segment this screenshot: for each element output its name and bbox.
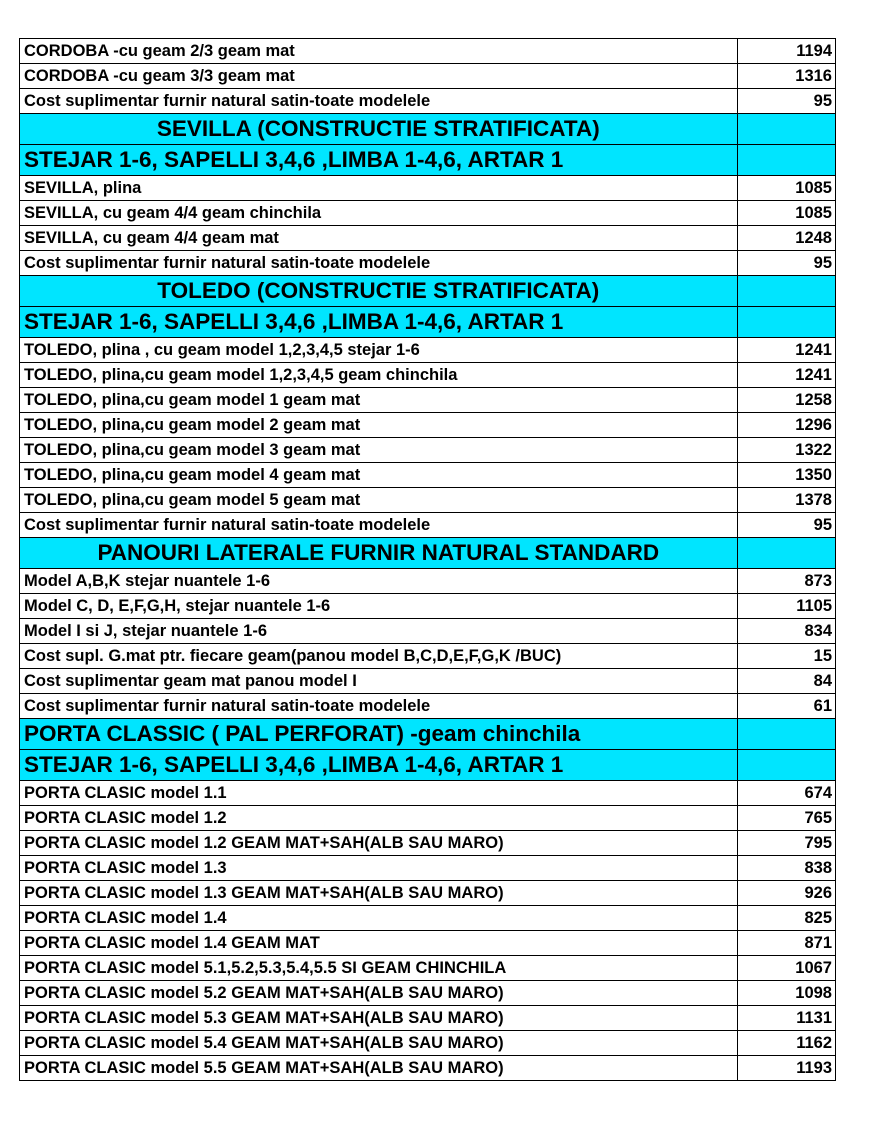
product-price: 1322 [737, 438, 835, 463]
section-header-label: STEJAR 1-6, SAPELLI 3,4,6 ,LIMBA 1-4,6, ARTAR 1 [20, 750, 738, 781]
section-header-label: PORTA CLASSIC ( PAL PERFORAT) -geam chinchila [20, 719, 738, 750]
product-price: 1105 [737, 594, 835, 619]
product-label: TOLEDO, plina , cu geam model 1,2,3,4,5 stejar 1-6 [20, 338, 738, 363]
section-header-row [20, 538, 836, 569]
product-label: PORTA CLASIC model 5.4 GEAM MAT+SAH(ALB SAU MARO) [20, 1031, 738, 1056]
product-price: 1131 [737, 1006, 835, 1031]
product-price: 834 [737, 619, 835, 644]
price-row [20, 1031, 836, 1056]
product-label: TOLEDO, plina,cu geam model 2 geam mat [20, 413, 738, 438]
price-row [20, 594, 836, 619]
price-row [20, 363, 836, 388]
product-price: 1350 [737, 463, 835, 488]
price-row [20, 856, 836, 881]
product-price: 1241 [737, 338, 835, 363]
product-label: PORTA CLASIC model 1.3 GEAM MAT+SAH(ALB SAU MARO) [20, 881, 738, 906]
product-label: Cost suplimentar furnir natural satin-toate modelele [20, 251, 738, 276]
price-row [20, 694, 836, 719]
product-price: 95 [737, 513, 835, 538]
price-row [20, 39, 836, 64]
product-label: PORTA CLASIC model 5.5 GEAM MAT+SAH(ALB SAU MARO) [20, 1056, 738, 1081]
price-row [20, 413, 836, 438]
price-row [20, 569, 836, 594]
price-row [20, 463, 836, 488]
product-price: 1316 [737, 64, 835, 89]
product-label: TOLEDO, plina,cu geam model 3 geam mat [20, 438, 738, 463]
section-header-spacer [737, 307, 835, 338]
price-row [20, 1056, 836, 1081]
price-row [20, 1006, 836, 1031]
section-header-label: SEVILLA (CONSTRUCTIE STRATIFICATA) [20, 114, 738, 145]
price-row [20, 513, 836, 538]
price-row [20, 201, 836, 226]
product-price: 95 [737, 89, 835, 114]
product-label: SEVILLA, cu geam 4/4 geam chinchila [20, 201, 738, 226]
product-price: 1296 [737, 413, 835, 438]
product-price: 765 [737, 806, 835, 831]
product-price: 15 [737, 644, 835, 669]
section-header-spacer [737, 719, 835, 750]
section-header-spacer [737, 145, 835, 176]
section-header-row [20, 114, 836, 145]
price-row [20, 438, 836, 463]
price-row [20, 226, 836, 251]
product-label: Model I si J, stejar nuantele 1-6 [20, 619, 738, 644]
price-row [20, 338, 836, 363]
section-header-spacer [737, 538, 835, 569]
section-header-spacer [737, 276, 835, 307]
product-label: PORTA CLASIC model 1.4 [20, 906, 738, 931]
price-row [20, 931, 836, 956]
product-price: 838 [737, 856, 835, 881]
price-row [20, 89, 836, 114]
product-price: 1241 [737, 363, 835, 388]
product-label: Model C, D, E,F,G,H, stejar nuantele 1-6 [20, 594, 738, 619]
section-header-spacer [737, 750, 835, 781]
product-label: Model A,B,K stejar nuantele 1-6 [20, 569, 738, 594]
product-price: 1258 [737, 388, 835, 413]
price-row [20, 619, 836, 644]
product-label: PORTA CLASIC model 5.1,5.2,5.3,5.4,5.5 SI GEAM CHINCHILA [20, 956, 738, 981]
product-label: CORDOBA -cu geam 3/3 geam mat [20, 64, 738, 89]
product-price: 674 [737, 781, 835, 806]
price-row [20, 831, 836, 856]
product-label: Cost supl. G.mat ptr. fiecare geam(panou model B,C,D,E,F,G,K /BUC) [20, 644, 738, 669]
product-label: TOLEDO, plina,cu geam model 4 geam mat [20, 463, 738, 488]
product-price: 1085 [737, 201, 835, 226]
price-row [20, 251, 836, 276]
product-label: TOLEDO, plina,cu geam model 1,2,3,4,5 geam chinchila [20, 363, 738, 388]
price-row [20, 806, 836, 831]
section-header-label: TOLEDO (CONSTRUCTIE STRATIFICATA) [20, 276, 738, 307]
price-row [20, 64, 836, 89]
price-row [20, 669, 836, 694]
product-price: 871 [737, 931, 835, 956]
section-header-row [20, 307, 836, 338]
product-label: PORTA CLASIC model 1.2 GEAM MAT+SAH(ALB SAU MARO) [20, 831, 738, 856]
section-header-row [20, 719, 836, 750]
product-label: TOLEDO, plina,cu geam model 5 geam mat [20, 488, 738, 513]
product-label: CORDOBA -cu geam 2/3 geam mat [20, 39, 738, 64]
product-label: Cost suplimentar furnir natural satin-toate modelele [20, 89, 738, 114]
section-header-row [20, 145, 836, 176]
product-price: 1162 [737, 1031, 835, 1056]
product-label: TOLEDO, plina,cu geam model 1 geam mat [20, 388, 738, 413]
product-price: 926 [737, 881, 835, 906]
product-price: 1098 [737, 981, 835, 1006]
product-price: 1194 [737, 39, 835, 64]
price-list-table [19, 38, 836, 1081]
product-label: SEVILLA, cu geam 4/4 geam mat [20, 226, 738, 251]
section-header-label: STEJAR 1-6, SAPELLI 3,4,6 ,LIMBA 1-4,6, ARTAR 1 [20, 145, 738, 176]
price-row [20, 388, 836, 413]
product-label: Cost suplimentar furnir natural satin-toate modelele [20, 694, 738, 719]
product-price: 84 [737, 669, 835, 694]
price-row [20, 981, 836, 1006]
price-row [20, 644, 836, 669]
product-price: 873 [737, 569, 835, 594]
product-label: PORTA CLASIC model 1.3 [20, 856, 738, 881]
product-price: 1193 [737, 1056, 835, 1081]
product-label: Cost suplimentar furnir natural satin-toate modelele [20, 513, 738, 538]
product-price: 61 [737, 694, 835, 719]
price-row [20, 881, 836, 906]
product-price: 795 [737, 831, 835, 856]
section-header-row [20, 276, 836, 307]
section-header-label: PANOURI LATERALE FURNIR NATURAL STANDARD [20, 538, 738, 569]
price-row [20, 176, 836, 201]
product-label: Cost suplimentar geam mat panou model I [20, 669, 738, 694]
product-label: SEVILLA, plina [20, 176, 738, 201]
price-list-body [20, 39, 836, 1081]
product-price: 825 [737, 906, 835, 931]
price-row [20, 781, 836, 806]
product-label: PORTA CLASIC model 5.2 GEAM MAT+SAH(ALB SAU MARO) [20, 981, 738, 1006]
section-header-label: STEJAR 1-6, SAPELLI 3,4,6 ,LIMBA 1-4,6, ARTAR 1 [20, 307, 738, 338]
product-price: 95 [737, 251, 835, 276]
price-row [20, 956, 836, 981]
product-price: 1378 [737, 488, 835, 513]
product-label: PORTA CLASIC model 1.2 [20, 806, 738, 831]
price-row [20, 906, 836, 931]
section-header-spacer [737, 114, 835, 145]
product-label: PORTA CLASIC model 1.1 [20, 781, 738, 806]
product-label: PORTA CLASIC model 1.4 GEAM MAT [20, 931, 738, 956]
section-header-row [20, 750, 836, 781]
price-row [20, 488, 836, 513]
product-label: PORTA CLASIC model 5.3 GEAM MAT+SAH(ALB SAU MARO) [20, 1006, 738, 1031]
product-price: 1067 [737, 956, 835, 981]
product-price: 1248 [737, 226, 835, 251]
product-price: 1085 [737, 176, 835, 201]
